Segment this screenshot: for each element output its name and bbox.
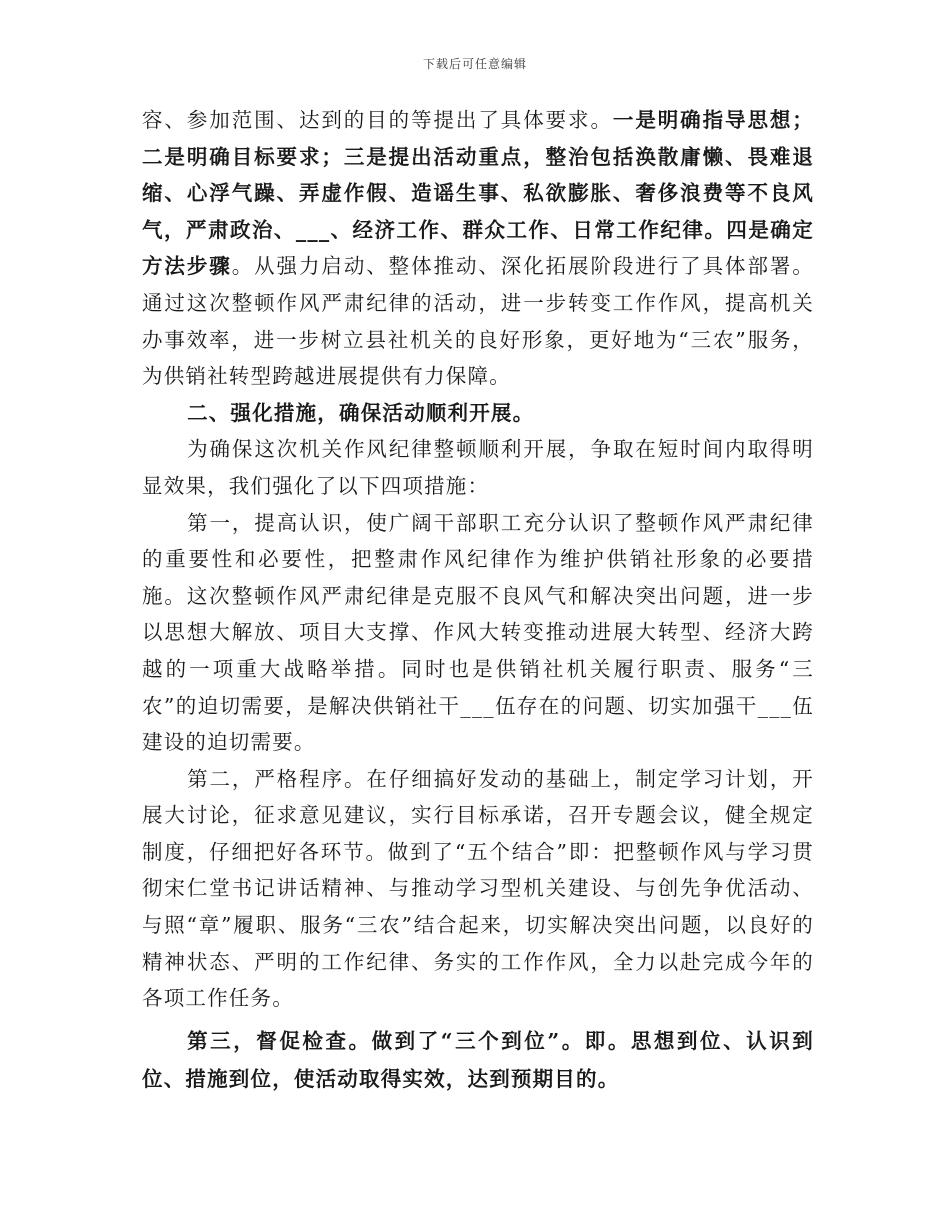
paragraph-measure-one: 第一，提高认识，使广阔干部职工充分认识了整顿作风严肃纪律的重要性和必要性，把整肃作风纪律作为维护供销社形象的必要措施。这次整顿作风严肃纪律是克服不良风气和解决突出问题，进一步以思想大解放、项目大支撑、作风大转变推动进展大转型、经济大跨越的一项重大战略举措。同时也是供销社机关履行职责、服务“三农”的迫切需要，是解决供销社干___伍存在的问题、切实加强干___伍建设的迫切需要。 — [142, 510, 814, 755]
paragraph-text: 。从强力启动、整体推动、深化拓展阶段进行了具体部署。通过这次整顿作风严肃纪律的活动，进一步转变工作作风，提高机关办事效率，进一步树立县社机关的良好形象，更好地为“三农”服务，为供销社转型跨越进展提供有力保障。 — [142, 254, 814, 389]
paragraph-continued — [142, 102, 814, 395]
header-note: 下载后可任意编辑 — [422, 57, 527, 71]
paragraph-measure-three: 第三，督促检查。做到了“三个到位”。即。思想到位、认识到位、措施到位，使活动取得实效，达到预期目的。 — [142, 1028, 814, 1091]
paragraph-measure-two: 第二，严格程序。在仔细搞好发动的基础上，制定学习计划，开展大讨论，征求意见建议，实行目标承诺，召开专题会议，健全规定制度，仔细把好各环节。做到了“五个结合”即：把整顿作风与学习贯彻宋仁堂书记讲话精神、与推动学习型机关建设、与创先争优活动、与照“章”履职、服务“三农”结合起来，切实解决突出问题，以良好的精神状态、严明的工作纪律、务实的工作作风，全力以赴完成今年的各项工作任务。 — [142, 766, 814, 1011]
paragraph-intro-measures: 为确保这次机关作风纪律整顿顺利开展，争取在短时间内取得明显效果，我们强化了以下四项措施： — [142, 437, 814, 498]
section-heading: 二、强化措施，确保活动顺利开展。 — [187, 400, 535, 425]
document-body — [142, 102, 814, 1098]
paragraph-text: 容、参加范围、达到的目的等提出了具体要求。 — [142, 108, 613, 132]
bold-requirements-text: 一是明确指导思想；二是明确目标要求；三是提出活动重点，整治包括涣散庸懒、畏难退缩、心浮气躁、弄虚作假、造谣生事、私欲膨胀、奢侈浪费等不良风气，严肃政治、___、经济工作、群众工作、日常工作纪律。四是确定方法步骤 — [142, 108, 814, 279]
